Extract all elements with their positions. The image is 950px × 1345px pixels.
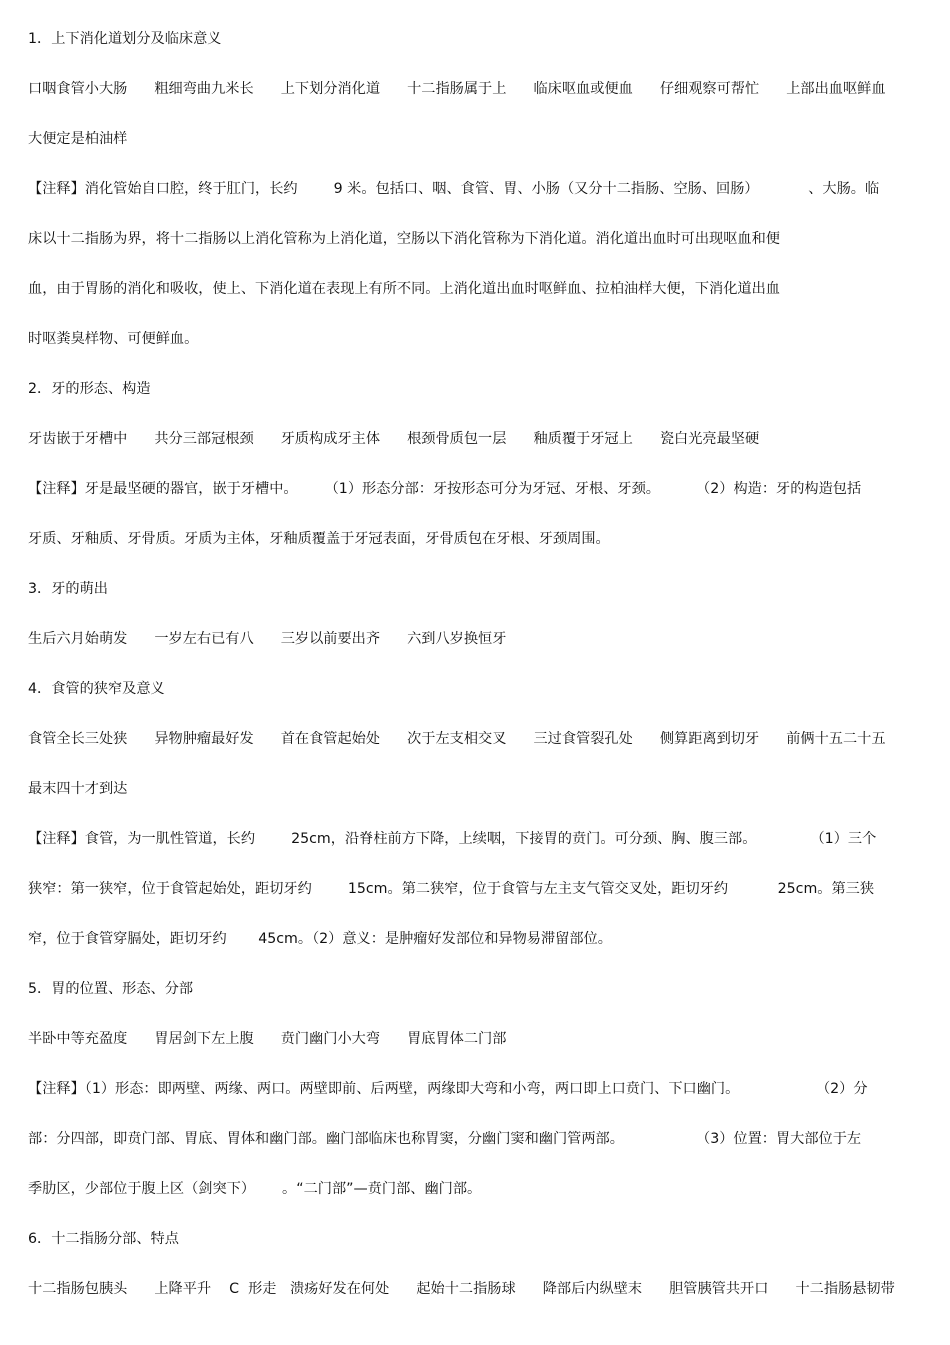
section-4-note-line-1: 【注释】食管，为一肌性管道，长约 25cm，沿脊柱前方下降，上续咽，下接胃的贲门。可分颈、胸、腹三部。 （1）三个: [28, 831, 877, 847]
section-4-note-line-2: 狭窄：第一狭窄，位于食管起始处，距切牙约 15cm。第二狭窄，位于食管与左主支气管交叉处，距切牙约 25cm。第三狭: [28, 881, 875, 897]
section-5-note-line-1: 【注释】（1）形态：即两壁、两缘、两口。两壁即前、后两壁，两缘即大弯和小弯，两口即上口贲门、下口幽门。 （2）分: [28, 1081, 868, 1097]
section-5-verse: 半卧中等充盈度 胃居剑下左上腹 贲门幽门小大弯 胃底胃体二门部: [28, 1031, 507, 1047]
section-1-verse-line-2: 大便定是柏油样: [28, 131, 128, 147]
section-5-note-line-2: 部：分四部，即贲门部、胃底、胃体和幽门部。幽门部临床也称胃窦，分幽门窦和幽门管两部。 （3）位置：胃大部位于左: [28, 1131, 862, 1147]
section-2-verse: 牙齿嵌于牙槽中 共分三部冠根颈 牙质构成牙主体 根颈骨质包一层 釉质覆于牙冠上 瓷白光亮最坚硬: [28, 431, 760, 447]
section-1-note-line-3: 血，由于胃肠的消化和吸收，使上、下消化道在表现上有所不同。上消化道出血时呕鲜血、拉柏油样大便，下消化道出血: [28, 281, 780, 297]
section-5-heading: 5．胃的位置、形态、分部: [28, 981, 194, 997]
section-3-verse: 生后六月始萌发 一岁左右已有八 三岁以前要出齐 六到八岁换恒牙: [28, 631, 507, 647]
section-4-note-line-3: 窄，位于食管穿膈处，距切牙约 45cm。（2）意义：是肿瘤好发部位和异物易滞留部位。: [28, 931, 612, 947]
section-6-heading: 6．十二指肠分部、特点: [28, 1231, 179, 1247]
section-3-heading: 3．牙的萌出: [28, 581, 108, 597]
section-5-note-line-3: 季肋区，少部位于腹上区（剑突下） 。“二门部”—贲门部、幽门部。: [28, 1181, 482, 1197]
section-1-heading: 1．上下消化道划分及临床意义: [28, 31, 222, 47]
section-2-heading: 2．牙的形态、构造: [28, 381, 151, 397]
section-1-note-line-1: 【注释】消化管始自口腔，终于肛门，长约 9 米。包括口、咽、食管、胃、小肠（又分十二指肠、空肠、回肠） 、大肠。临: [28, 181, 880, 197]
section-1-note-line-2: 床以十二指肠为界，将十二指肠以上消化管称为上消化道，空肠以下消化管称为下消化道。消化道出血时可出现呕血和便: [28, 231, 780, 247]
section-2-note-line-2: 牙质、牙釉质、牙骨质。牙质为主体，牙釉质覆盖于牙冠表面，牙骨质包在牙根、牙颈周围。: [28, 531, 610, 547]
section-4-verse-line-2: 最末四十才到达: [28, 781, 128, 797]
section-4-heading: 4．食管的狭窄及意义: [28, 681, 165, 697]
section-4-verse-line-1: 食管全长三处狭 异物肿瘤最好发 首在食管起始处 次于左支相交叉 三过食管裂孔处 侧算距离到切牙 前俩十五二十五: [28, 731, 886, 747]
section-6-verse: 十二指肠包胰头 上降平升 C 形走 溃疡好发在何处 起始十二指肠球 降部后内纵壁末 胆管胰管共开口 十二指肠悬韧带: [28, 1281, 895, 1297]
section-2-note-line-1: 【注释】牙是最坚硬的器官，嵌于牙槽中。 （1）形态分部：牙按形态可分为牙冠、牙根、牙颈。 （2）构造：牙的构造包括: [28, 481, 862, 497]
section-1-verse-line-1: 口咽食管小大肠 粗细弯曲九米长 上下划分消化道 十二指肠属于上 临床呕血或便血 仔细观察可帮忙 上部出血呕鲜血: [28, 81, 886, 97]
section-1-note-line-4: 时呕粪臭样物、可便鲜血。: [28, 331, 199, 347]
